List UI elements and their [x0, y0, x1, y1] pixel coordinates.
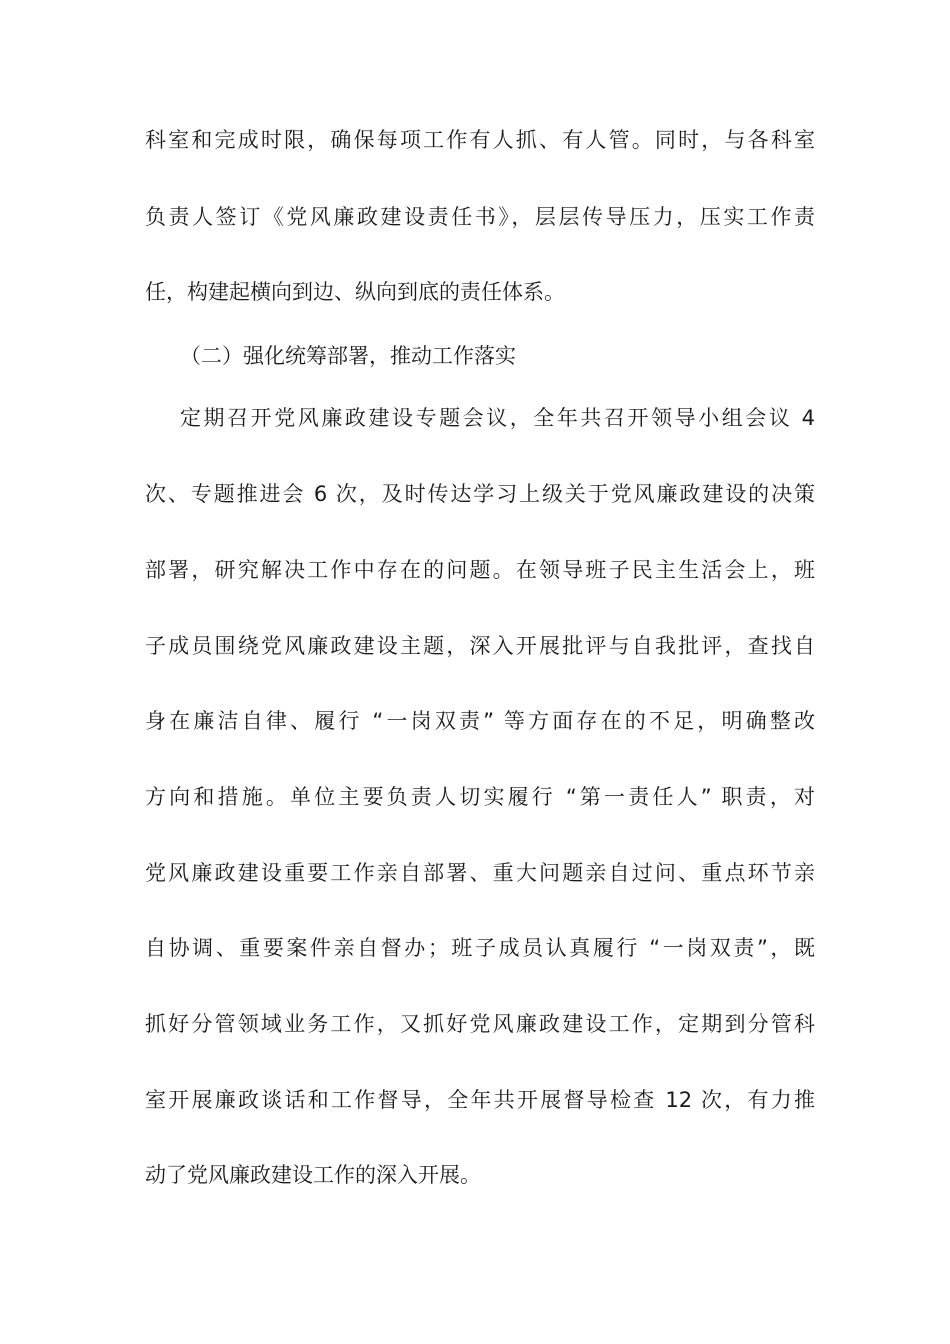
section-heading: （二）强化统筹部署，推动工作落实 — [180, 344, 516, 368]
paragraph-2-line-11: 动了党风廉政建设工作的深入开展。 — [145, 1163, 481, 1187]
paragraph-2-line-6: 方向和措施。单位主要负责人切实履行 “第一责任人” 职责，对 — [145, 785, 815, 809]
paragraph-2-line-3: 部署，研究解决工作中存在的问题。在领导班子民主生活会上，班 — [145, 558, 815, 582]
paragraph-2-line-2: 次、专题推进会 6 次，及时传达学习上级关于党风廉政建设的决策 — [145, 482, 815, 506]
paragraph-2-line-9: 抓好分管领域业务工作，又抓好党风廉政建设工作，定期到分管科 — [145, 1012, 815, 1036]
paragraph-2-line-10: 室开展廉政谈话和工作督导，全年共开展督导检查 12 次，有力推 — [145, 1088, 815, 1112]
paragraph-2-line-7: 党风廉政建设重要工作亲自部署、重大问题亲自过问、重点环节亲 — [145, 861, 815, 885]
paragraph-2-line-4: 子成员围绕党风廉政建设主题，深入开展批评与自我批评，查找自 — [145, 634, 815, 658]
paragraph-2-line-5: 身在廉洁自律、履行 “一岗双责” 等方面存在的不足，明确整改 — [145, 709, 815, 733]
paragraph-1-line-3: 任，构建起横向到边、纵向到底的责任体系。 — [145, 280, 565, 304]
paragraph-2-line-8: 自协调、重要案件亲自督办；班子成员认真履行 “一岗双责”，既 — [145, 936, 815, 960]
paragraph-2-line-1: 定期召开党风廉政建设专题会议，全年共召开领导小组会议 4 — [180, 406, 815, 430]
paragraph-1-line-1: 科室和完成时限，确保每项工作有人抓、有人管。同时，与各科室 — [145, 128, 815, 152]
paragraph-1-line-2: 负责人签订《党风廉政建设责任书》，层层传导压力，压实工作责 — [145, 205, 815, 229]
